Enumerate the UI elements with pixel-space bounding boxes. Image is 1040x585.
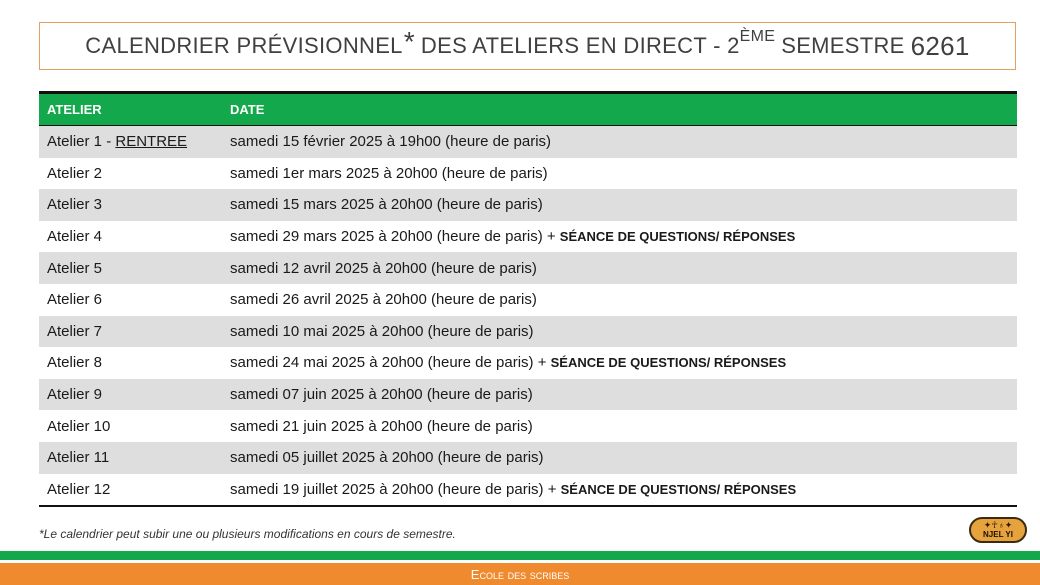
atelier-cell <box>39 189 222 221</box>
date-text: samedi 15 février 2025 à 19h00 (heure de paris) <box>230 133 552 151</box>
schedule-table <box>39 91 1017 507</box>
title-middle: DES ATELIERS EN DIRECT - 2 <box>420 33 740 58</box>
table-row <box>39 379 1017 411</box>
table-row <box>39 474 1017 507</box>
atelier-cell <box>39 316 222 348</box>
atelier-cell <box>39 126 222 158</box>
logo-text: NJEL YI <box>983 530 1013 539</box>
table-row <box>39 347 1017 379</box>
atelier-label: Atelier 11 <box>47 449 110 467</box>
atelier-label: Atelier 6 <box>47 291 103 309</box>
atelier-label: Atelier 9 <box>47 386 103 404</box>
header-date: DATE <box>222 93 1017 126</box>
atelier-label: Atelier 2 <box>47 164 103 182</box>
date-cell <box>222 252 1017 284</box>
title-asterisk: * <box>403 26 415 57</box>
title-end: SEMESTRE <box>781 33 905 58</box>
extra-session: SÉANCE DE QUESTIONS/ RÉPONSES <box>560 481 797 497</box>
rentree-link[interactable]: RENTREE <box>115 133 188 151</box>
footer-text: Ecole des scribes <box>470 566 570 582</box>
footer-green-bar <box>0 551 1040 560</box>
table-row <box>39 316 1017 348</box>
date-cell <box>222 221 1017 253</box>
extra-session: SÉANCE DE QUESTIONS/ RÉPONSES <box>559 229 796 245</box>
table-header-row <box>39 93 1017 126</box>
footer-bar <box>0 563 1040 585</box>
njel-yi-logo <box>969 517 1027 543</box>
date-cell <box>222 442 1017 474</box>
footnote: *Le calendrier peut subir une ou plusieurs modifications en cours de semestre. <box>39 527 456 541</box>
table-row <box>39 221 1017 253</box>
table-row <box>39 158 1017 190</box>
date-cell <box>222 379 1017 411</box>
header-atelier: ATELIER <box>39 93 222 126</box>
title-superscript: ÈME <box>739 28 776 45</box>
atelier-label: Atelier 7 <box>47 322 103 340</box>
table-row <box>39 410 1017 442</box>
date-text: samedi 29 mars 2025 à 20h00 (heure de paris) + <box>230 228 560 246</box>
atelier-label: Atelier 4 <box>47 228 103 246</box>
atelier-label: Atelier 5 <box>47 259 103 277</box>
date-text: samedi 05 juillet 2025 à 20h00 (heure de paris) <box>230 449 544 467</box>
date-cell <box>222 316 1017 348</box>
date-cell <box>222 284 1017 316</box>
date-text: samedi 21 juin 2025 à 20h00 (heure de paris) <box>230 417 533 435</box>
atelier-label: Atelier 10 <box>47 417 111 435</box>
date-cell <box>222 189 1017 221</box>
table-row <box>39 442 1017 474</box>
table-row <box>39 284 1017 316</box>
date-text: samedi 15 mars 2025 à 20h00 (heure de paris) <box>230 196 543 214</box>
atelier-cell <box>39 347 222 379</box>
logo-glyphs-icon: ✦☥♁✦ <box>983 520 1013 530</box>
slide-title <box>39 22 1016 70</box>
date-cell <box>222 126 1017 158</box>
atelier-cell <box>39 410 222 442</box>
atelier-cell <box>39 252 222 284</box>
table-row <box>39 252 1017 284</box>
table-row <box>39 189 1017 221</box>
date-text: samedi 26 avril 2025 à 20h00 (heure de paris) <box>230 291 537 309</box>
title-number: 6261 <box>910 30 970 61</box>
atelier-cell <box>39 284 222 316</box>
title-main: CALENDRIER PRÉVISIONNEL <box>85 33 403 58</box>
atelier-cell <box>39 442 222 474</box>
date-text: samedi 19 juillet 2025 à 20h00 (heure de paris) + <box>230 480 561 498</box>
date-text: samedi 07 juin 2025 à 20h00 (heure de paris) <box>230 386 533 404</box>
date-cell <box>222 158 1017 190</box>
date-cell <box>222 347 1017 379</box>
date-text: samedi 12 avril 2025 à 20h00 (heure de paris) <box>230 259 537 277</box>
date-cell <box>222 410 1017 442</box>
date-text: samedi 24 mai 2025 à 20h00 (heure de paris) + <box>230 354 551 372</box>
atelier-cell <box>39 158 222 190</box>
atelier-label: Atelier 12 <box>47 480 111 498</box>
date-cell <box>222 474 1017 507</box>
atelier-cell <box>39 474 222 507</box>
atelier-label: Atelier 1 - <box>47 133 116 151</box>
atelier-cell <box>39 221 222 253</box>
atelier-label: Atelier 8 <box>47 354 103 372</box>
table-row <box>39 126 1017 158</box>
extra-session: SÉANCE DE QUESTIONS/ RÉPONSES <box>550 355 787 371</box>
atelier-cell <box>39 379 222 411</box>
date-text: samedi 1er mars 2025 à 20h00 (heure de paris) <box>230 164 548 182</box>
atelier-label: Atelier 3 <box>47 196 103 214</box>
date-text: samedi 10 mai 2025 à 20h00 (heure de paris) <box>230 322 534 340</box>
